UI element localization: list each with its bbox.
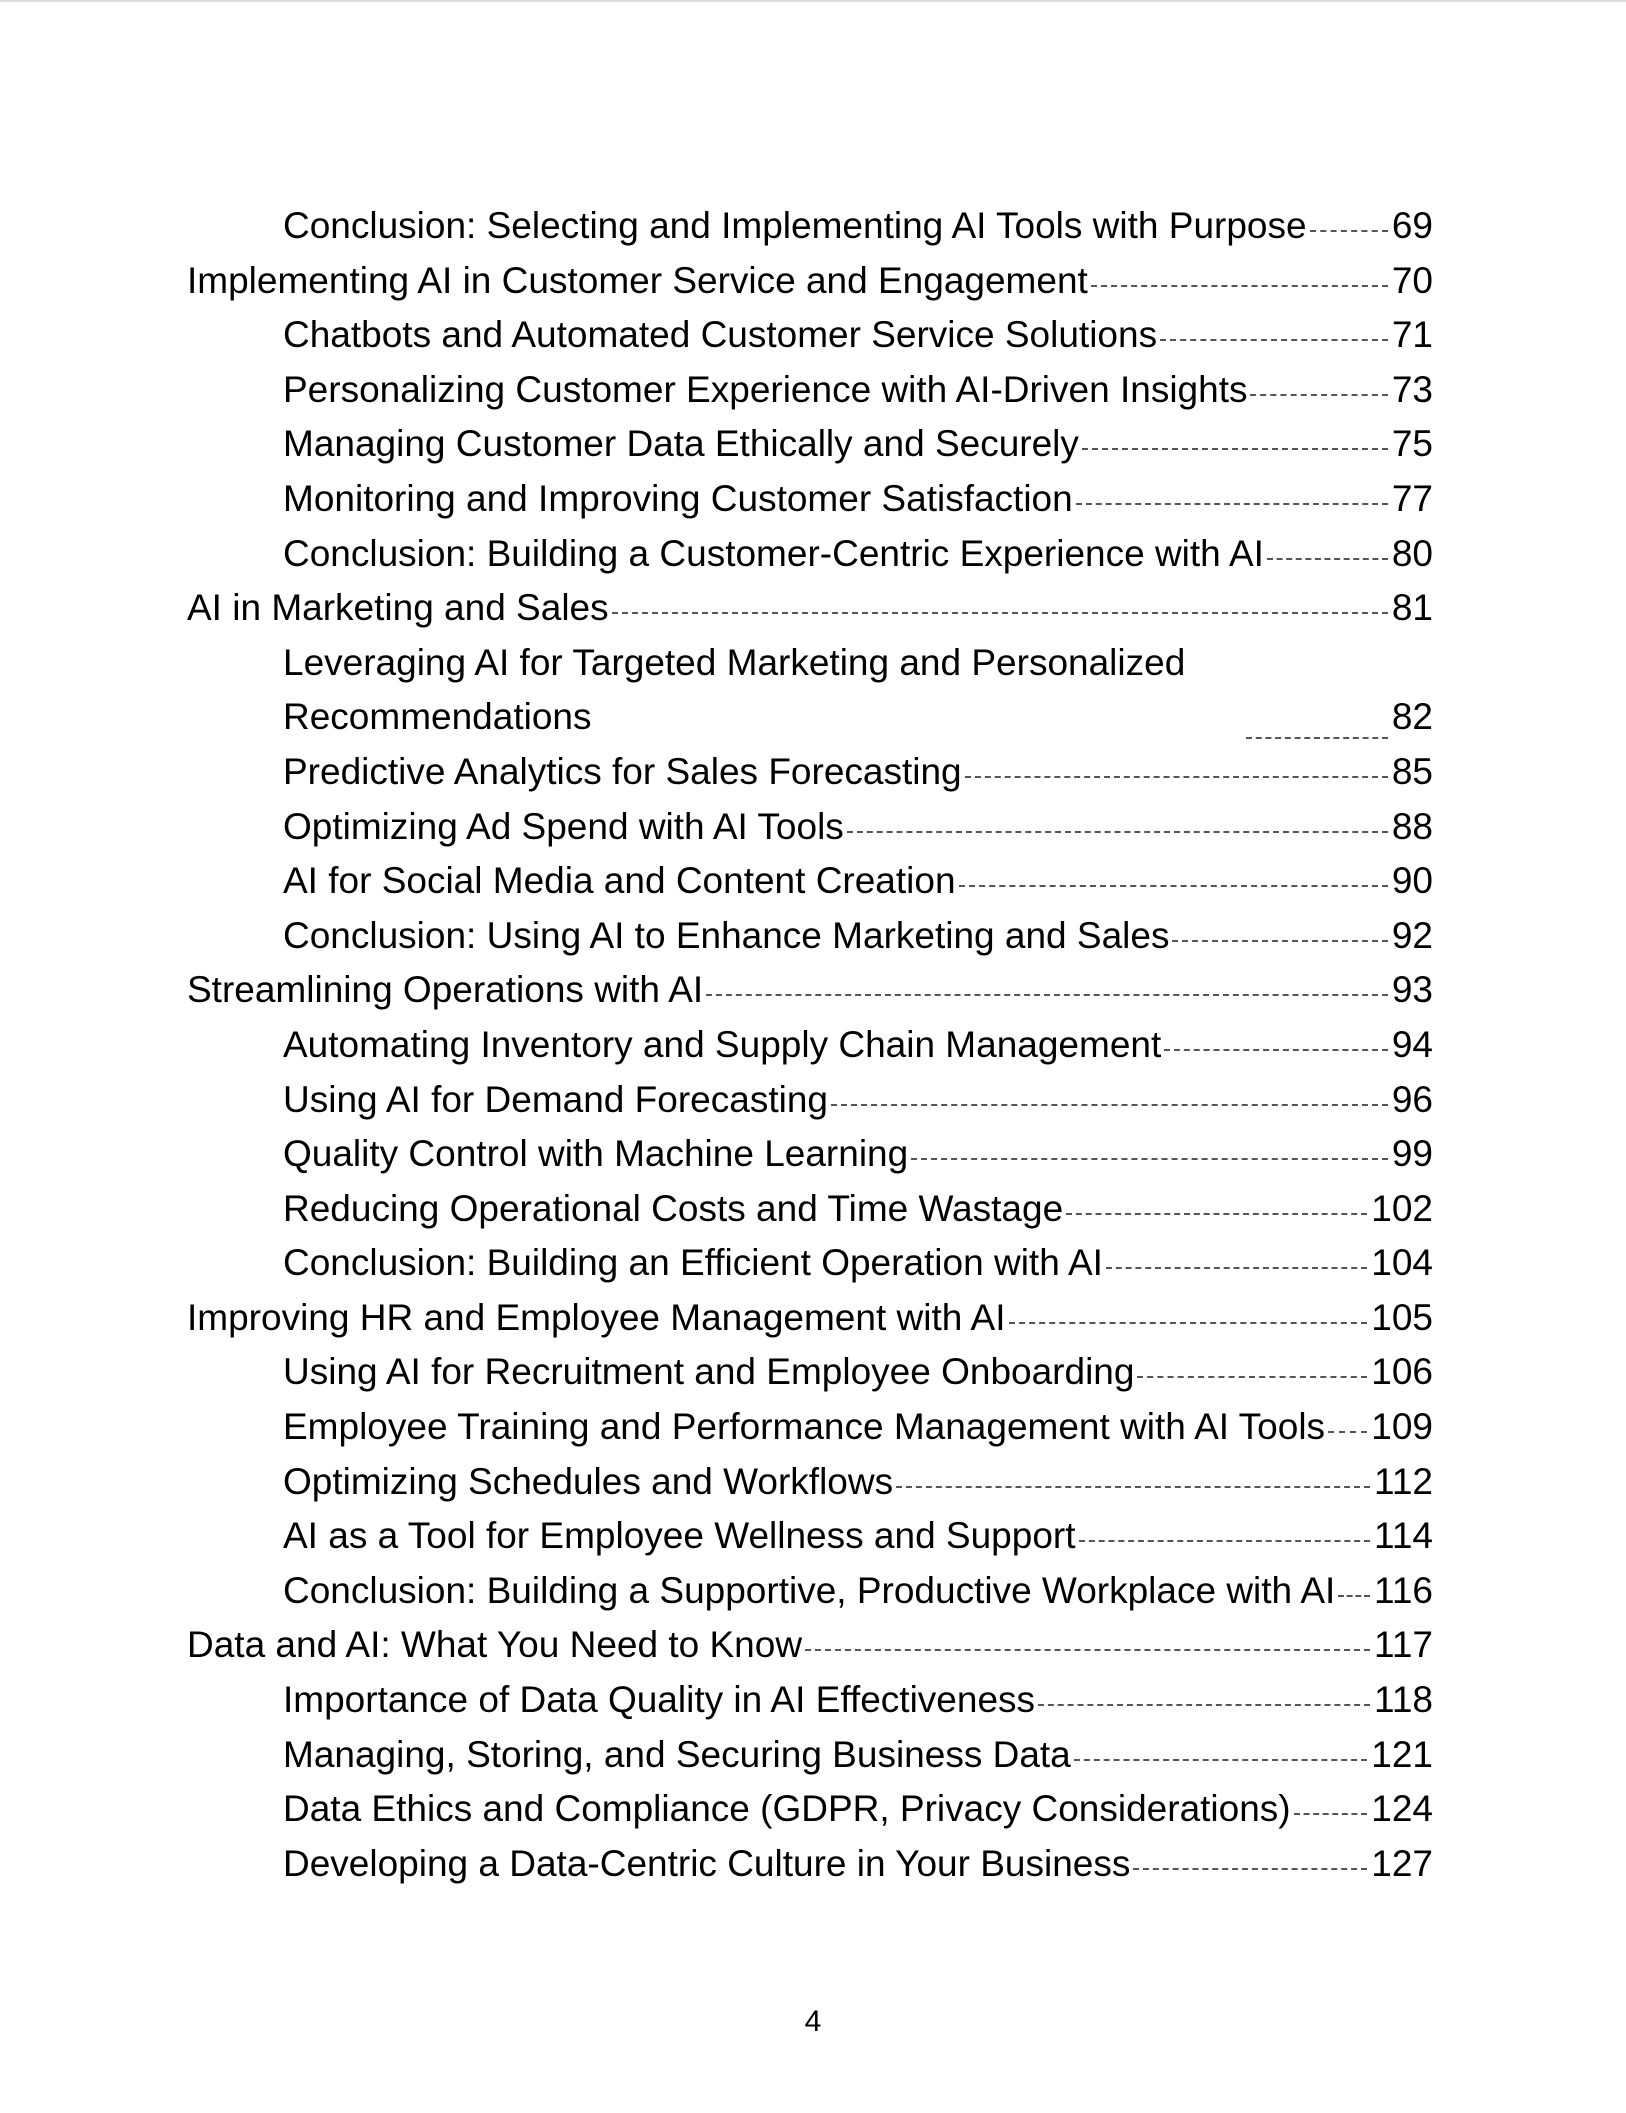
toc-section-entry <box>187 854 1433 909</box>
dot-leader <box>911 1158 1388 1160</box>
toc-entry-page-number: 109 <box>1371 1406 1433 1448</box>
toc-entry-title: Managing Customer Data Ethically and Securely <box>283 423 1079 465</box>
toc-entry-title: Automating Inventory and Supply Chain Management <box>283 1023 1162 1065</box>
dot-leader <box>1038 1704 1370 1706</box>
toc-entry-title: Implementing AI in Customer Service and Engagement <box>187 259 1088 301</box>
toc-section-entry <box>187 472 1433 527</box>
toc-entry-page-number: 81 <box>1391 587 1433 629</box>
toc-entry-title: Employee Training and Performance Management with AI Tools <box>283 1406 1326 1448</box>
dot-leader <box>1294 1813 1368 1815</box>
toc-entry-page-number: 80 <box>1391 532 1433 574</box>
dot-leader <box>959 885 1388 887</box>
toc-entry-page-number: 85 <box>1391 750 1433 792</box>
toc-entry-page-number: 93 <box>1391 969 1433 1011</box>
toc-entry-title: Leveraging AI for Targeted Marketing and Personalized Recommendations <box>283 641 1186 738</box>
toc-entry-title: Conclusion: Building a Supportive, Productive Workplace with AI <box>283 1569 1336 1611</box>
toc-section-entry <box>187 1345 1433 1400</box>
toc-section-entry <box>187 1127 1433 1182</box>
toc-entry-title: Quality Control with Machine Learning <box>283 1133 909 1175</box>
toc-chapter-entry <box>187 1618 1433 1673</box>
toc-entry-title: Conclusion: Building an Efficient Operation with AI <box>283 1242 1103 1284</box>
toc-entry-title: Streamlining Operations with AI <box>187 969 704 1011</box>
toc-entry-title: Predictive Analytics for Sales Forecasting <box>283 750 962 792</box>
page-number: 4 <box>804 2005 822 2038</box>
toc-entry-title: AI as a Tool for Employee Wellness and Support <box>283 1515 1076 1557</box>
toc-entry-page-number: 99 <box>1391 1133 1433 1175</box>
dot-leader <box>706 994 1388 996</box>
toc-section-entry <box>187 1837 1433 1892</box>
dot-leader <box>831 1104 1388 1106</box>
toc-entry-page-number: 121 <box>1371 1733 1433 1775</box>
toc-entry-page-number: 70 <box>1391 259 1433 301</box>
dot-leader <box>1250 394 1387 396</box>
toc-chapter-entry <box>187 963 1433 1018</box>
dot-leader <box>847 831 1388 833</box>
toc-entry-page-number: 96 <box>1391 1078 1433 1120</box>
toc-entry-title: Data and AI: What You Need to Know <box>187 1624 803 1666</box>
toc-chapter-entry <box>187 254 1433 309</box>
toc-entry-title: Reducing Operational Costs and Time Wastage <box>283 1187 1064 1229</box>
dot-leader <box>1160 339 1388 341</box>
toc-entry-page-number: 75 <box>1391 423 1433 465</box>
toc-entry-page-number: 104 <box>1371 1242 1433 1284</box>
dot-leader <box>1267 558 1388 560</box>
toc-section-entry <box>187 1018 1433 1073</box>
toc-entry-title: Chatbots and Automated Customer Service Solutions <box>283 314 1158 356</box>
toc-section-entry <box>187 1509 1433 1564</box>
table-of-contents <box>187 199 1433 1891</box>
dot-leader <box>1172 940 1387 942</box>
toc-section-entry <box>187 800 1433 855</box>
toc-entry-title: Conclusion: Building a Customer-Centric Experience with AI <box>283 532 1264 574</box>
toc-entry-page-number: 105 <box>1371 1296 1433 1338</box>
toc-entry-title: Importance of Data Quality in AI Effectiveness <box>283 1679 1036 1721</box>
toc-section-entry <box>187 308 1433 363</box>
toc-section-entry <box>187 745 1433 800</box>
toc-entry-page-number: 118 <box>1374 1679 1433 1721</box>
dot-leader <box>1066 1213 1367 1215</box>
toc-entry-title: Conclusion: Selecting and Implementing AI Tools with Purpose <box>283 205 1307 246</box>
toc-entry-page-number: 90 <box>1391 860 1433 902</box>
dot-leader <box>612 612 1388 614</box>
toc-section-entry <box>187 1673 1433 1728</box>
toc-entry-title: Using AI for Recruitment and Employee Onboarding <box>283 1351 1135 1393</box>
toc-entry-page-number: 77 <box>1391 477 1433 519</box>
toc-entry-page-number: 102 <box>1371 1187 1433 1229</box>
toc-entry-title: Managing, Storing, and Securing Business Data <box>283 1733 1071 1775</box>
toc-entry-title: AI for Social Media and Content Creation <box>283 860 956 902</box>
toc-entry-title: AI in Marketing and Sales <box>187 587 609 629</box>
toc-entry-page-number: 127 <box>1371 1842 1433 1884</box>
toc-entry-page-number: 82 <box>1391 696 1433 738</box>
dot-leader <box>1106 1267 1367 1269</box>
toc-section-entry <box>187 1728 1433 1783</box>
dot-leader <box>1246 737 1388 739</box>
toc-section-entry <box>187 1455 1433 1510</box>
dot-leader <box>1164 1049 1388 1051</box>
dot-leader <box>1082 448 1388 450</box>
dot-leader <box>1074 1759 1368 1761</box>
toc-section-entry <box>187 1182 1433 1237</box>
toc-entry-title: Using AI for Demand Forecasting <box>283 1078 828 1120</box>
toc-entry-page-number: 117 <box>1374 1624 1433 1666</box>
toc-entry-title: Conclusion: Using AI to Enhance Marketing and Sales <box>283 914 1170 956</box>
toc-section-entry <box>187 1564 1433 1619</box>
toc-entry-page-number: 92 <box>1391 914 1433 956</box>
toc-section-entry <box>187 1400 1433 1455</box>
dot-leader <box>1133 1868 1367 1870</box>
dot-leader <box>1091 285 1388 287</box>
toc-entry-title: Developing a Data-Centric Culture in Your Business <box>283 1842 1131 1884</box>
toc-entry-title: Data Ethics and Compliance (GDPR, Privacy Considerations) <box>283 1788 1291 1830</box>
toc-chapter-entry <box>187 581 1433 636</box>
toc-entry-page-number: 94 <box>1391 1023 1433 1065</box>
dot-leader <box>1079 1540 1370 1542</box>
toc-entry-title: Optimizing Schedules and Workflows <box>283 1460 894 1502</box>
dot-leader <box>1137 1376 1367 1378</box>
dot-leader <box>1328 1431 1367 1433</box>
toc-entry-title: Monitoring and Improving Customer Satisfaction <box>283 477 1073 519</box>
dot-leader <box>1076 503 1388 505</box>
toc-entry-page-number: 116 <box>1374 1569 1433 1611</box>
toc-section-entry <box>187 527 1433 582</box>
toc-section-entry <box>187 909 1433 964</box>
toc-entry-page-number: 69 <box>1391 205 1433 246</box>
toc-section-entry <box>187 636 1433 745</box>
toc-section-entry <box>187 1782 1433 1837</box>
toc-entry-title: Improving HR and Employee Management with AI <box>187 1296 1006 1338</box>
toc-entry-page-number: 114 <box>1374 1515 1433 1557</box>
toc-entry-page-number: 124 <box>1371 1788 1433 1830</box>
toc-entry-title: Optimizing Ad Spend with AI Tools <box>283 805 844 847</box>
dot-leader <box>1338 1595 1370 1597</box>
toc-section-entry <box>187 363 1433 418</box>
toc-section-entry <box>187 1236 1433 1291</box>
dot-leader <box>1009 1322 1368 1324</box>
toc-entry-page-number: 71 <box>1391 314 1433 356</box>
toc-entry-title: Personalizing Customer Experience with AI-Driven Insights <box>283 368 1248 410</box>
toc-entry-page-number: 88 <box>1391 805 1433 847</box>
toc-entry-page-number: 106 <box>1371 1351 1433 1393</box>
page-top-border <box>0 0 1626 2</box>
toc-section-entry <box>187 417 1433 472</box>
toc-entry-page-number: 73 <box>1391 368 1433 410</box>
dot-leader <box>896 1486 1370 1488</box>
dot-leader <box>1310 230 1388 232</box>
toc-entry-page-number: 112 <box>1374 1460 1433 1502</box>
dot-leader <box>965 776 1388 778</box>
toc-section-entry <box>187 1073 1433 1128</box>
toc-section-entry <box>187 199 1433 254</box>
toc-chapter-entry <box>187 1291 1433 1346</box>
dot-leader <box>805 1649 1370 1651</box>
